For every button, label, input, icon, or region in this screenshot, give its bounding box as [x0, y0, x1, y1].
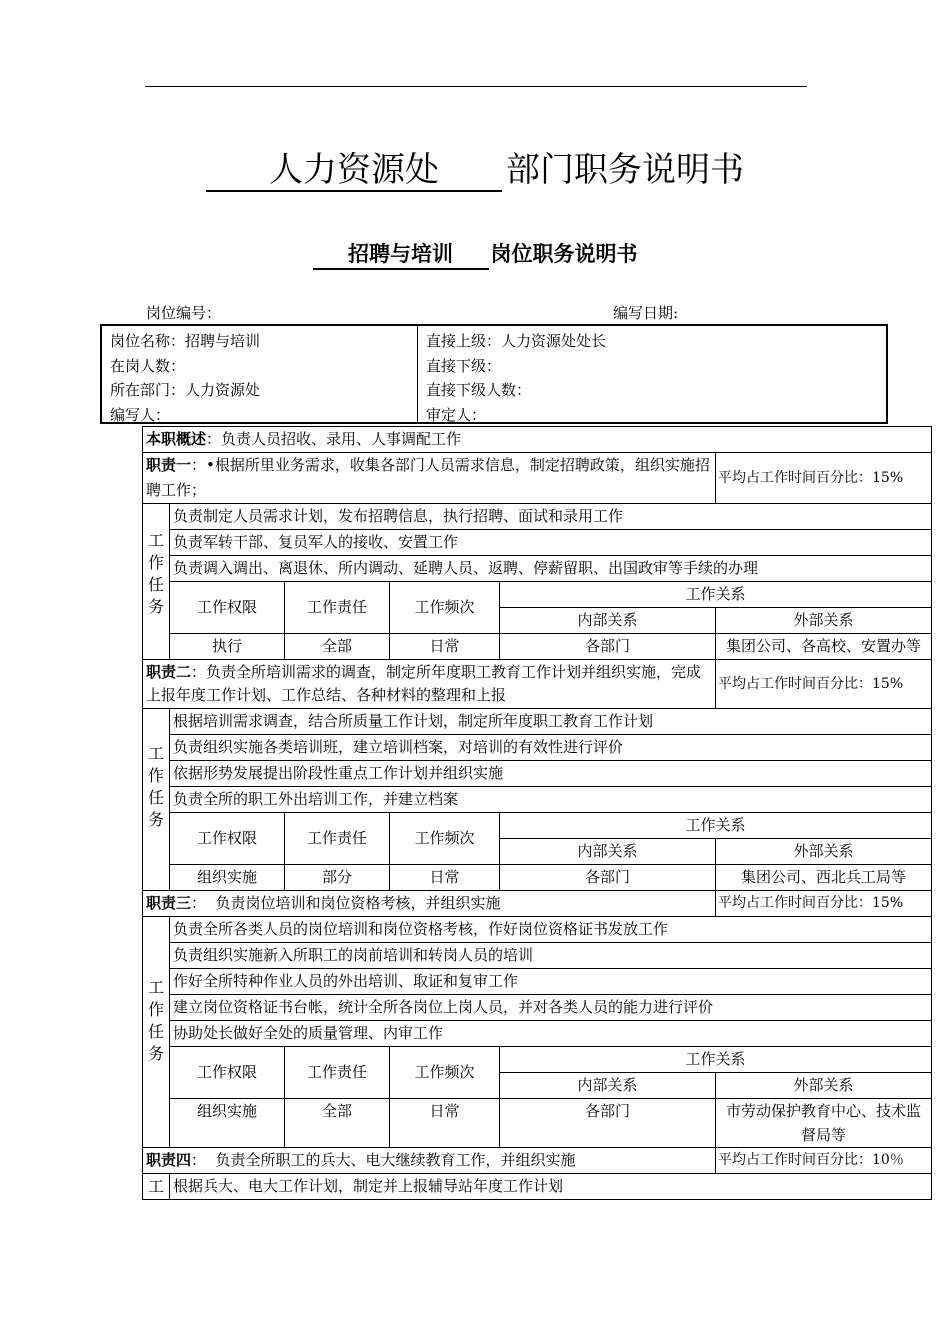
frequency-value: 日常	[390, 865, 500, 891]
duty-text: ： 负责岗位培训和岗位资格考核，并组织实施	[191, 894, 501, 912]
summary-row	[143, 427, 932, 453]
task-row	[143, 969, 932, 995]
duty-desc	[143, 891, 716, 917]
external-header: 外部关系	[716, 1073, 932, 1099]
task-item: 负责调入调出、离退休、所内调动、延聘人员、返聘、停薪留职、出国政审等手续的办理	[170, 556, 932, 582]
authority-value: 执行	[170, 634, 285, 660]
task-row	[143, 917, 932, 943]
external-header: 外部关系	[716, 839, 932, 865]
external-value: 集团公司、各高校、安置办等	[716, 634, 932, 660]
responsibility-value: 部分	[285, 865, 390, 891]
external-value: 集团公司、西北兵工局等	[716, 865, 932, 891]
subordinate-count-field: 直接下级人数：	[426, 381, 532, 399]
task-item: 建立岗位资格证书台帐，统计全所各岗位上岗人员，并对各类人员的能力进行评价	[170, 995, 932, 1021]
post-info-left	[102, 326, 418, 422]
relation-header-row	[143, 582, 932, 608]
responsibility-header: 工作责任	[285, 1047, 390, 1099]
task-row	[143, 709, 932, 735]
task-char: 任	[147, 575, 164, 594]
duty-row	[143, 660, 932, 709]
duty-text: ：•根据所里业务需求，收集各部门人员需求信息，制定招聘政策，组织实施招聘工作；	[146, 456, 710, 499]
summary-cell	[143, 427, 932, 453]
duty-text: ： 负责全所职工的兵大、电大继续教育工作，并组织实施	[191, 1151, 576, 1169]
task-char: 任	[147, 1022, 164, 1041]
duty-time-pct: 平均占工作时间百分比：15%	[716, 660, 932, 709]
duties-table	[142, 426, 932, 1200]
date-label: 编写日期:	[613, 304, 679, 322]
post-number-label: 岗位编号：	[146, 304, 222, 322]
task-label-cell	[143, 917, 170, 1148]
duty-time-pct: 平均占工作时间百分比：15%	[716, 453, 932, 504]
task-char: 作	[147, 553, 164, 572]
task-char: 作	[147, 766, 164, 785]
post-title	[0, 240, 950, 270]
task-row	[143, 556, 932, 582]
task-item: 负责组织实施新入所职工的岗前培训和转岗人员的培训	[170, 943, 932, 969]
task-row	[143, 735, 932, 761]
relation-header-row	[143, 1047, 932, 1073]
authority-value: 组织实施	[170, 865, 285, 891]
approver-field: 审定人：	[426, 405, 487, 424]
header-rule	[145, 86, 807, 87]
relation-header-row	[143, 813, 932, 839]
internal-value: 各部门	[500, 1099, 716, 1148]
task-label-cell	[143, 709, 170, 891]
frequency-value: 日常	[390, 634, 500, 660]
task-row	[143, 995, 932, 1021]
task-label-cell	[143, 1174, 170, 1200]
frequency-header: 工作频次	[390, 813, 500, 865]
internal-header: 内部关系	[500, 839, 716, 865]
department-field: 所在部门：人力资源处	[110, 381, 261, 399]
task-char: 工	[147, 1176, 164, 1196]
task-row	[143, 761, 932, 787]
task-row	[143, 787, 932, 813]
relations-header: 工作关系	[500, 813, 932, 839]
superior-field: 直接上级：人力资源处处长	[426, 332, 607, 350]
subordinate-field: 直接下级：	[426, 356, 502, 375]
task-row	[143, 504, 932, 530]
task-row	[143, 943, 932, 969]
task-row	[143, 530, 932, 556]
relation-values-row	[143, 634, 932, 660]
responsibility-header: 工作责任	[285, 813, 390, 865]
duty-desc	[143, 1148, 716, 1174]
task-char: 工	[147, 744, 164, 763]
dept-title	[0, 150, 950, 192]
task-char: 任	[147, 788, 164, 807]
duty-label: 职责三	[146, 894, 192, 912]
task-char: 工	[147, 531, 164, 550]
internal-header: 内部关系	[500, 608, 716, 634]
task-char: 务	[147, 597, 164, 616]
duty-desc	[143, 660, 716, 709]
duty-text: ：负责全所培训需求的调查，制定所年度职工教育工作计划并组织实施，完成上报年度工作计划、工作总结、各种材料的整理和上报	[146, 663, 702, 704]
duty-label: 职责一	[146, 456, 192, 474]
relations-header: 工作关系	[500, 1047, 932, 1073]
task-item: 负责组织实施各类培训班，建立培训档案，对培训的有效性进行评价	[170, 735, 932, 761]
post-name-field: 岗位名称：招聘与培训	[110, 332, 261, 350]
dept-name: 人力资源处	[206, 150, 502, 192]
task-item: 根据兵大、电大工作计划，制定并上报辅导站年度工作计划	[170, 1174, 932, 1200]
task-item: 协助处长做好全处的质量管理、内审工作	[170, 1021, 932, 1047]
task-label-cell	[143, 504, 170, 660]
authority-value: 组织实施	[170, 1099, 285, 1148]
duty-row	[143, 1148, 932, 1174]
task-item: 作好全所特种作业人员的外出培训、取证和复审工作	[170, 969, 932, 995]
duty-label: 职责二	[146, 663, 192, 681]
relations-header: 工作关系	[500, 582, 932, 608]
frequency-header: 工作频次	[390, 582, 500, 634]
task-char: 工	[147, 978, 164, 997]
responsibility-header: 工作责任	[285, 582, 390, 634]
frequency-header: 工作频次	[390, 1047, 500, 1099]
duty-row	[143, 891, 932, 917]
post-name: 招聘与培训	[313, 240, 489, 270]
duty-label: 职责四	[146, 1151, 192, 1169]
summary-label: 本职概述	[146, 430, 207, 448]
task-char: 务	[147, 1044, 164, 1063]
responsibility-value: 全部	[285, 634, 390, 660]
post-info-right	[418, 326, 886, 422]
task-row	[143, 1021, 932, 1047]
authority-header: 工作权限	[170, 582, 285, 634]
authority-header: 工作权限	[170, 813, 285, 865]
external-header: 外部关系	[716, 608, 932, 634]
headcount-field: 在岗人数：	[110, 356, 186, 375]
task-char: 务	[147, 810, 164, 829]
task-item: 负责制定人员需求计划，发布招聘信息，执行招聘、面试和录用工作	[170, 504, 932, 530]
authority-header: 工作权限	[170, 1047, 285, 1099]
summary-text: ：负责人员招收、录用、人事调配工作	[206, 430, 462, 448]
task-row	[143, 1174, 932, 1200]
task-item: 负责军转干部、复员军人的接收、安置工作	[170, 530, 932, 556]
post-info-box	[100, 324, 888, 424]
author-field: 编写人：	[110, 405, 171, 424]
internal-value: 各部门	[500, 634, 716, 660]
task-item: 负责全所各类人员的岗位培训和岗位资格考核，作好岗位资格证书发放工作	[170, 917, 932, 943]
duty-time-pct: 平均占工作时间百分比：10％	[716, 1148, 932, 1174]
internal-value: 各部门	[500, 865, 716, 891]
task-char: 作	[147, 1000, 164, 1019]
responsibility-value: 全部	[285, 1099, 390, 1148]
task-item: 根据培训需求调查，结合所质量工作计划，制定所年度职工教育工作计划	[170, 709, 932, 735]
external-value: 市劳动保护教育中心、技术监督局等	[716, 1099, 932, 1148]
duty-row	[143, 453, 932, 504]
dept-title-suffix: 部门职务说明书	[506, 150, 744, 190]
relation-values-row	[143, 865, 932, 891]
task-item: 负责全所的职工外出培训工作，并建立档案	[170, 787, 932, 813]
post-title-suffix: 岗位职务说明书	[490, 242, 638, 266]
relation-values-row	[143, 1099, 932, 1148]
internal-header: 内部关系	[500, 1073, 716, 1099]
duty-desc	[143, 453, 716, 504]
task-item: 依据形势发展提出阶段性重点工作计划并组织实施	[170, 761, 932, 787]
frequency-value: 日常	[390, 1099, 500, 1148]
duty-time-pct: 平均占工作时间百分比：15%	[716, 891, 932, 917]
